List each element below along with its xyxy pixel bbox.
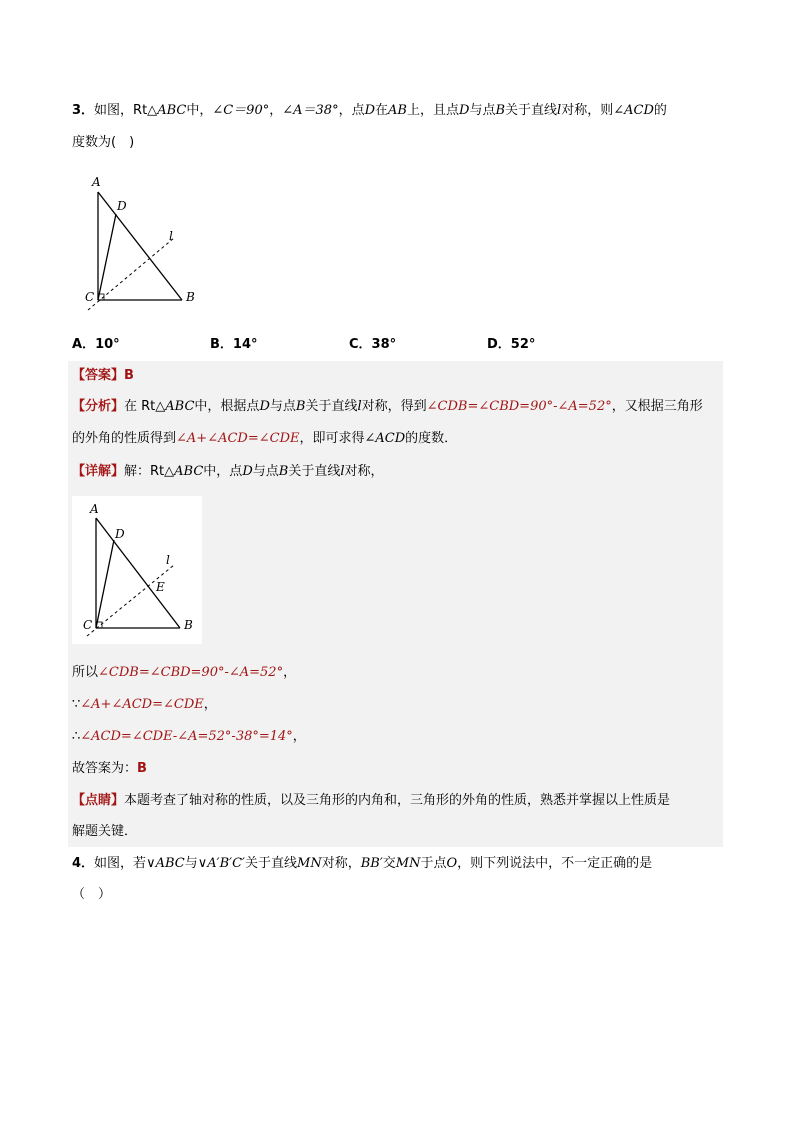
detail-step3: [72, 727, 306, 747]
q3-text: 对称，则: [561, 103, 614, 118]
triangle-diagram: [78, 170, 198, 315]
q4-text: 交: [382, 856, 396, 871]
q4-math: BB′: [360, 856, 383, 871]
q4-math: MN: [297, 856, 322, 871]
analysis-math: B: [295, 399, 306, 414]
detail-step2: [72, 695, 217, 715]
choice-a[interactable]: [72, 335, 120, 355]
analysis-text: 对称，得到: [361, 399, 427, 414]
choice-value: 52°: [510, 337, 536, 352]
choice-d[interactable]: [487, 335, 535, 355]
q3-number: 3．: [72, 103, 95, 118]
analysis-text: 的外角的性质得到: [72, 431, 177, 446]
q3-math: ∠C＝90°: [212, 103, 270, 118]
q4-stem-line2: （ ）: [72, 887, 112, 902]
detail-text: ∵: [72, 697, 81, 712]
q4-stem-line1: [72, 854, 652, 874]
vertex-B-label: B: [184, 618, 193, 632]
detail-text: 故答案为：: [72, 761, 138, 776]
q3-text: 如图，Rt△: [94, 103, 158, 118]
vertex-C-label: C: [85, 290, 95, 304]
q4-text: 于点: [420, 856, 447, 871]
vertex-A-label: A: [92, 175, 101, 189]
q4-math: ∨A′B′C′: [197, 856, 245, 871]
q3-math: AB: [388, 103, 407, 118]
analysis-text: ，又根据三角形: [611, 399, 703, 414]
q4-text: 关于直线: [245, 856, 298, 871]
analysis-math: D: [259, 399, 270, 414]
vertex-D-label: D: [117, 199, 127, 213]
detail-text: 中，点: [203, 464, 243, 479]
q3-stem-line1: [72, 101, 667, 121]
choice-label: C．: [349, 337, 372, 352]
q3-math: l: [557, 103, 562, 118]
detail-text: 对称，: [344, 464, 384, 479]
detail-answer: B: [137, 761, 147, 776]
detail-math: B: [278, 464, 289, 479]
analysis-text: 中，根据点: [194, 399, 260, 414]
vertex-A-label: A: [90, 502, 99, 516]
analysis-text: ，即可求得: [299, 431, 365, 446]
q4-math: ∨ABC: [146, 856, 185, 871]
comment-text: 本题考查了轴对称的性质，以及三角形的内角和，三角形的外角的性质，熟悉并掌握以上性质是: [124, 793, 671, 808]
choice-c[interactable]: [349, 335, 396, 355]
q4-text: 对称，: [321, 856, 361, 871]
analysis-text: 在 Rt△: [124, 399, 166, 414]
detail-formula: ∠ACD=∠CDE-∠A=52°-38°=14°: [80, 729, 293, 744]
detail-tag: 【详解】: [72, 464, 125, 479]
choice-b[interactable]: [210, 335, 258, 355]
comment-tag: 【点睛】: [72, 793, 125, 808]
detail-text: 所以: [72, 665, 99, 680]
detail-line1: [72, 462, 384, 482]
detail-text: ，: [292, 729, 306, 744]
vertex-D-label: D: [115, 527, 125, 541]
vertex-C-label: C: [83, 618, 93, 632]
q3-stem-line2: 度数为( ): [72, 135, 135, 150]
q3-text: 与点: [469, 103, 496, 118]
detail-text: ∴: [72, 729, 81, 744]
q3-math: D: [364, 103, 376, 118]
detail-step1: [72, 663, 296, 683]
detail-formula: ∠A+∠ACD=∠CDE: [80, 697, 204, 712]
choice-value: 10°: [95, 337, 120, 352]
q3-text: ，点: [338, 103, 365, 118]
detail-text: ，: [203, 697, 217, 712]
point-E-label: E: [156, 580, 165, 594]
detail-text: 关于直线: [288, 464, 341, 479]
detail-step4: [72, 759, 147, 779]
q4-number: 4．: [72, 856, 95, 871]
analysis-text: 的度数．: [405, 431, 458, 446]
q3-text: 中，: [186, 103, 213, 118]
detail-formula: ∠CDB=∠CBD=90°-∠A=52°: [98, 665, 284, 680]
q3-text: 关于直线: [505, 103, 558, 118]
q4-math: O: [446, 856, 458, 871]
analysis-formula: ∠CDB=∠CBD=90°-∠A=52°: [426, 399, 612, 414]
line-l-label: l: [169, 229, 173, 243]
choice-value: 38°: [371, 337, 397, 352]
q3-math: B: [495, 103, 506, 118]
analysis-formula: ∠A+∠ACD=∠CDE: [176, 431, 300, 446]
analysis-text: 关于直线: [305, 399, 358, 414]
q3-math: ∠ACD: [613, 103, 654, 118]
detail-figure: [72, 496, 202, 644]
q3-text: ，: [269, 103, 283, 118]
q3-text: 的: [653, 103, 667, 118]
choice-value: 14°: [232, 337, 258, 352]
q4-text: 如图，若: [94, 856, 147, 871]
q4-text: 与: [184, 856, 198, 871]
detail-text: ，: [283, 665, 297, 680]
line-l-label: l: [166, 553, 170, 567]
detail-text: 解：Rt△: [124, 464, 175, 479]
choice-label: A．: [72, 337, 96, 352]
triangle-diagram-with-E: [72, 496, 202, 644]
q3-math: ∠A＝38°: [282, 103, 339, 118]
answer-tag: 【答案】: [72, 368, 125, 383]
q3-text: 上，且点: [407, 103, 460, 118]
q4-text: ，则下列说法中，不一定正确的是: [457, 856, 653, 871]
detail-math: D: [242, 464, 253, 479]
comment-line2: 解题关键．: [72, 824, 138, 839]
q3-math: D: [459, 103, 470, 118]
q3-text: 在: [375, 103, 389, 118]
detail-math: ABC: [174, 464, 204, 479]
choice-label: D．: [487, 337, 511, 352]
answer-line: [72, 366, 134, 386]
analysis-math: ∠ACD: [364, 431, 406, 446]
analysis-line1: [72, 397, 703, 417]
detail-math: l: [340, 464, 345, 479]
detail-text: 与点: [252, 464, 279, 479]
vertex-B-label: B: [186, 290, 195, 304]
comment-line1: [72, 791, 670, 811]
answer-value: B: [124, 368, 134, 383]
analysis-text: 与点: [269, 399, 296, 414]
choice-label: B．: [210, 337, 233, 352]
analysis-math: ABC: [165, 399, 195, 414]
analysis-math: l: [357, 399, 362, 414]
analysis-tag: 【分析】: [72, 399, 125, 414]
q4-math: MN: [395, 856, 421, 871]
q3-figure: [78, 170, 198, 315]
q3-math: ABC: [157, 103, 187, 118]
analysis-line2: [72, 429, 457, 449]
